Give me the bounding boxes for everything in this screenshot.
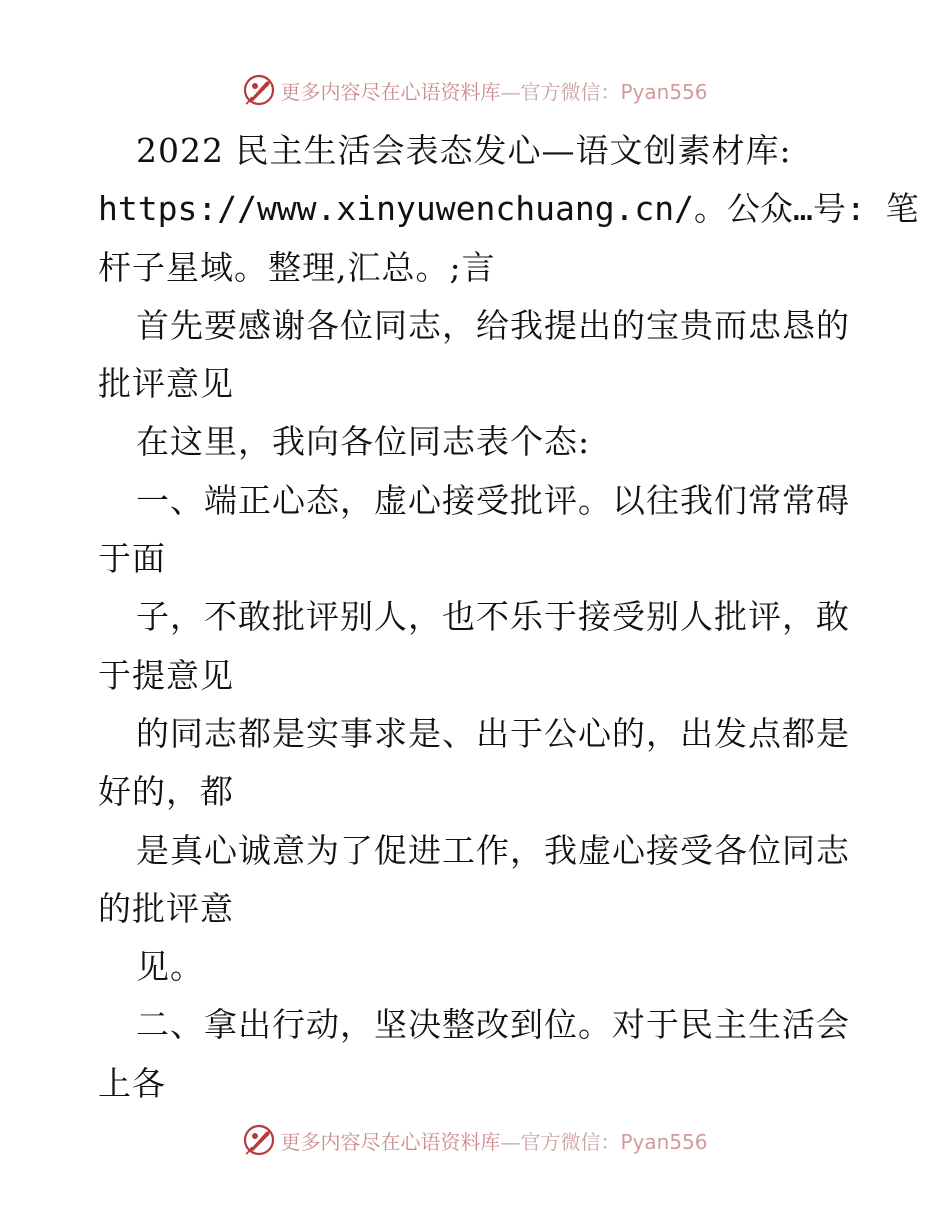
header-banner-text — [280, 76, 707, 105]
body-line: 二、拿出行动，坚决整改到位。对于民主生活会 — [136, 1005, 850, 1045]
footer-banner — [0, 1120, 950, 1160]
header-banner-label: 官方微信： — [520, 79, 621, 104]
footer-banner-separator: — — [500, 1129, 521, 1154]
document-body — [98, 122, 919, 1113]
footer-banner-wechat-id: Pyan556 — [620, 1129, 708, 1154]
body-line: 的批评意 — [98, 888, 234, 928]
body-line: 2022 民主生活会表态发心—语文创素材库: — [136, 131, 792, 170]
quill-pen-logo-icon — [242, 1123, 276, 1157]
footer-banner-text — [280, 1126, 707, 1155]
footer-banner-title: 更多内容尽在心语资料库 — [280, 1129, 501, 1154]
body-line: 于面 — [98, 539, 166, 579]
header-banner-wechat-id: Pyan556 — [620, 79, 708, 104]
body-line: 好的，都 — [98, 772, 234, 812]
body-line: 子，不敢批评别人，也不乐于接受别人批评，敢 — [136, 597, 850, 637]
header-banner-separator: — — [500, 79, 521, 104]
body-line-url[interactable]: https://www.xinyuwenchuang.cn/。公众…号: 笔 — [98, 189, 919, 229]
body-line: 杆子星域。整理,汇总。;言 — [98, 247, 496, 287]
body-line: 上各 — [98, 1063, 166, 1103]
body-line: 批评意见 — [98, 364, 234, 404]
body-line: 见。 — [136, 947, 204, 987]
body-line: 首先要感谢各位同志，给我提出的宝贵而忠恳的 — [136, 305, 850, 345]
body-line: 一、端正心态，虚心接受批评。以往我们常常碍 — [136, 480, 850, 520]
body-line: 在这里，我向各位同志表个态: — [136, 422, 591, 462]
body-line: 的同志都是实事求是、出于公心的，出发点都是 — [136, 713, 850, 753]
footer-banner-label: 官方微信： — [520, 1129, 621, 1154]
header-banner-title: 更多内容尽在心语资料库 — [280, 79, 501, 104]
body-line: 是真心诚意为了促进工作，我虚心接受各位同志 — [136, 830, 850, 870]
header-banner — [0, 70, 950, 110]
body-line: 于提意见 — [98, 655, 234, 695]
quill-pen-logo-icon — [242, 73, 276, 107]
